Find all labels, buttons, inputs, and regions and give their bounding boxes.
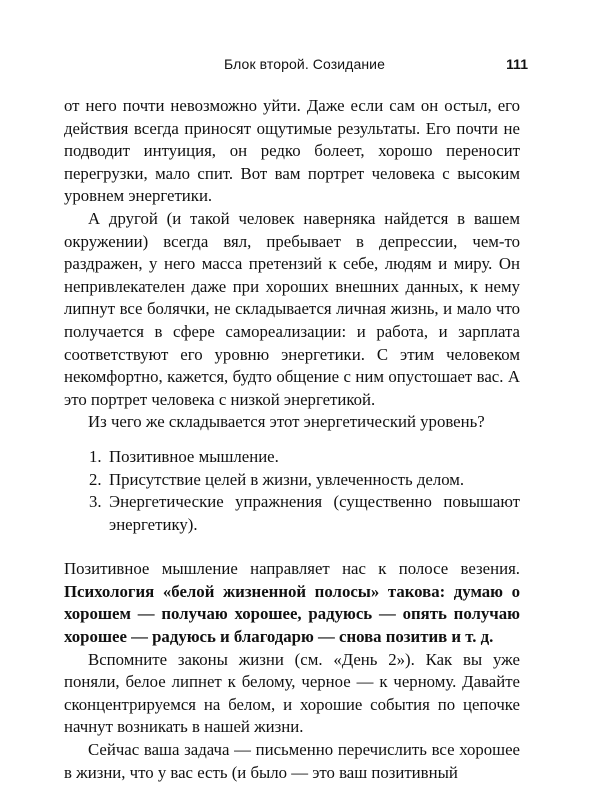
paragraph-continuation: от него почти невозможно уйти. Даже если сам он остыл, его действия всегда приносят ощутимые результаты. Его почти не подводит интуиция, он редко болеет, хорошо переносит перегрузки, мало спит. Вот вам портрет человека с высоким уровнем энергетики. bbox=[64, 96, 520, 206]
paragraph-low-energy: А другой (и такой человек наверняка найдется в вашем окружении) всегда вял, пребывает в депрессии, чем-то раздражен, у него масса претензий к себе, людям и миру. Он непривлекателен даже при хороших внешних данных, к нему липнут все болячки, не складывается личная жизнь, и мало что получается в сфере самореализации: и работа, и зарплата соответствуют его уровню энергетики. С этим человеком некомфортно, кажется, будто общение с ним опустошает вас. А это портрет человека с низкой энергетикой. bbox=[64, 208, 520, 409]
white-stripe-psychology-bold: Психология «белой жизненной полосы» такова: думаю о хорошем — получаю хорошее, радуюсь — опять получаю хорошее — радуюсь и благодарю — снова позитив и т. д. bbox=[64, 581, 520, 647]
list-item-number: 1. bbox=[89, 446, 102, 466]
positive-thinking-sentence: Позитивное мышление направляет нас к полосе везения. bbox=[64, 559, 520, 579]
paragraph-question: Из чего же складывается этот энергетический уровень? bbox=[88, 412, 485, 432]
list-item-number: 2. bbox=[89, 469, 102, 489]
page-number: 111 bbox=[506, 56, 528, 72]
energy-factors-list bbox=[64, 446, 520, 536]
page-body bbox=[64, 95, 520, 784]
paragraph-positive-thinking bbox=[64, 558, 520, 648]
list-item bbox=[89, 446, 520, 469]
section-title: Блок второй. Созидание bbox=[224, 56, 385, 72]
list-item-text: Позитивное мышление. bbox=[109, 446, 279, 466]
paragraph-task: Сейчас ваша задача — письменно перечислить все хорошее в жизни, что у вас есть (и было — это ваш позитивный bbox=[64, 740, 520, 782]
running-header bbox=[64, 56, 528, 78]
list-item bbox=[89, 469, 520, 492]
list-item bbox=[89, 491, 520, 536]
list-item-text: Энергетические упражнения (существенно повышают энергетику). bbox=[109, 492, 520, 534]
spacer bbox=[64, 536, 520, 558]
list-item-text: Присутствие целей в жизни, увлеченность делом. bbox=[109, 469, 465, 489]
paragraph-laws-of-life: Вспомните законы жизни (см. «День 2»). Как вы уже поняли, белое липнет к белому, черное — к черному. Давайте сконцентрируемся на белом, и хорошие события по цепочке начнут возникать в нашей жизни. bbox=[64, 649, 520, 737]
list-item-number: 3. bbox=[89, 492, 102, 512]
